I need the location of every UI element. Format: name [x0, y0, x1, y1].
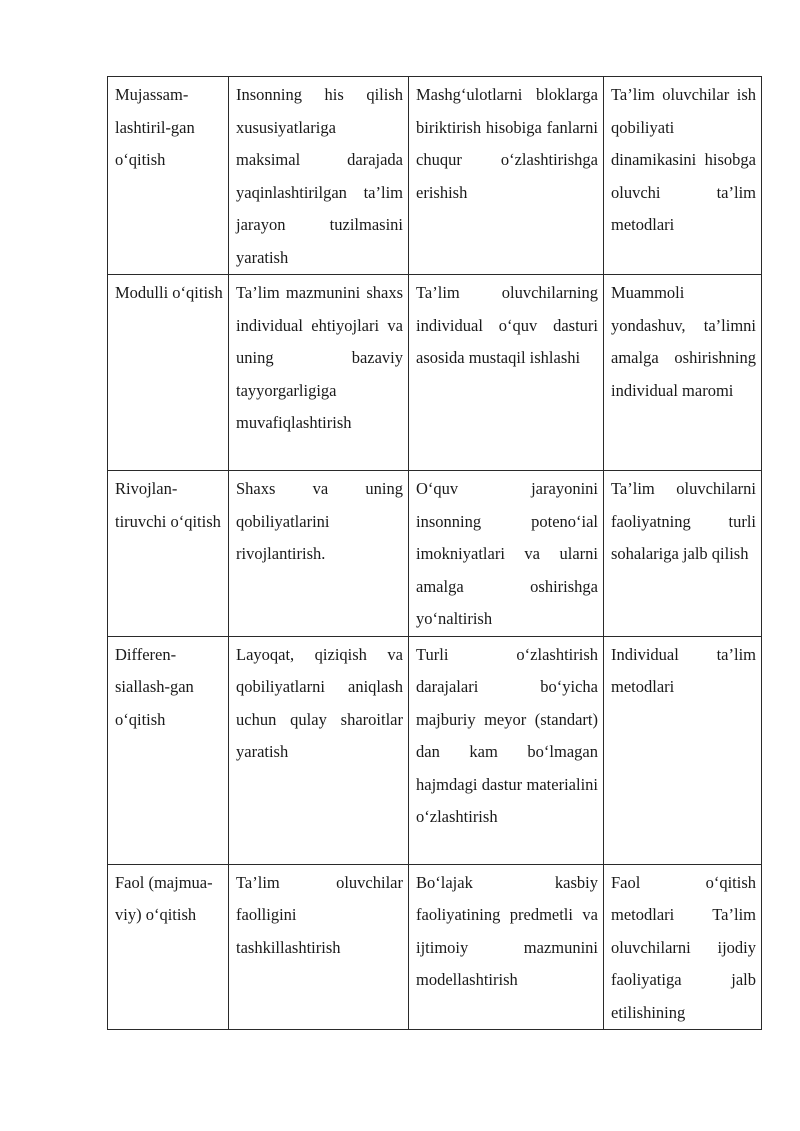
cell-text: Turli o‘zlashtirish darajalari bo‘yicha majburiy meyor (standart) dan kam bo‘lmagan hajmdagi dastur materialini o‘zlashtirish [416, 644, 598, 826]
cell-text: Ta’lim mazmunini shaxs individual ehtiyojlari va uning bazaviy tayyorgarligiga muvafiqlashtirish [236, 283, 403, 432]
cell-text: Ta’lim oluvchilarni faoliyatning turli sohalariga jalb qilish [611, 479, 756, 563]
cell-text: Mujassam-lashtiril-gan o‘qitish [115, 85, 195, 169]
table-cell-goal [229, 636, 409, 864]
cell-text: Faol o‘qitish metodlari Ta’lim oluvchilarni ijodiy faoliyatiga jalb etilishining [611, 872, 756, 1022]
table-cell-methods [604, 471, 762, 637]
table-cell-content [409, 636, 604, 864]
table-cell-content [409, 275, 604, 471]
cell-text: Shaxs va uning qobiliyatlarini rivojlantirish. [236, 479, 403, 563]
table-cell-content [409, 864, 604, 1030]
cell-text: Ta’lim oluvchilar ish qobiliyati dinamikasini hisobga oluvchi ta’lim metodlari [611, 85, 756, 234]
table-cell-approach [108, 77, 229, 275]
table-row [108, 636, 762, 864]
cell-text: Layoqat, qiziqish va qobiliyatlarni aniqlash uchun qulay sharoitlar yaratish [236, 644, 403, 761]
cell-text: O‘quv jarayonini insonning poteno‘ial imokniyatlari va ularni amalga oshirishga yo‘naltirish [416, 479, 598, 628]
table-cell-goal [229, 275, 409, 471]
table-cell-content [409, 77, 604, 275]
cell-text: Modulli o‘qitish [115, 283, 223, 302]
table-cell-approach [108, 275, 229, 471]
table-cell-goal [229, 471, 409, 637]
cell-text: Differen-siallash-gan o‘qitish [115, 644, 194, 729]
table-row [108, 471, 762, 637]
cell-text: Mashg‘ulotlarni bloklarga biriktirish hisobiga fanlarni chuqur o‘zlashtirishga erishish [416, 85, 598, 202]
table-cell-approach [108, 471, 229, 637]
table-cell-approach [108, 864, 229, 1030]
methods-table [107, 76, 762, 1030]
cell-text: Muammoli yondashuv, ta’limni amalga oshirishning individual maromi [611, 283, 756, 400]
table-cell-goal [229, 77, 409, 275]
table-cell-methods [604, 77, 762, 275]
table-cell-methods [604, 864, 762, 1030]
cell-text: Ta’lim oluvchilarning individual o‘quv dasturi asosida mustaqil ishlashi [416, 283, 598, 367]
table-cell-methods [604, 275, 762, 471]
table-cell-goal [229, 864, 409, 1030]
table-cell-content [409, 471, 604, 637]
cell-text: Ta’lim oluvchilar faolligini tashkillashtirish [236, 872, 403, 957]
cell-text: Bo‘lajak kasbiy faoliyatining predmetli va ijtimoiy mazmunini modellashtirish [416, 872, 598, 989]
cell-text: Faol (majmua-viy) o‘qitish [115, 872, 213, 924]
table-row [108, 275, 762, 471]
cell-text: Rivojlan-tiruvchi o‘qitish [115, 479, 221, 531]
table-cell-methods [604, 636, 762, 864]
cell-text: Insonning his qilish xususiyatlariga maksimal darajada yaqinlashtirilgan ta’lim jarayon tuzilmasini yaratish [236, 85, 403, 267]
table-cell-approach [108, 636, 229, 864]
table-row [108, 77, 762, 275]
table-row [108, 864, 762, 1030]
cell-text: Individual ta’lim metodlari [611, 644, 756, 696]
